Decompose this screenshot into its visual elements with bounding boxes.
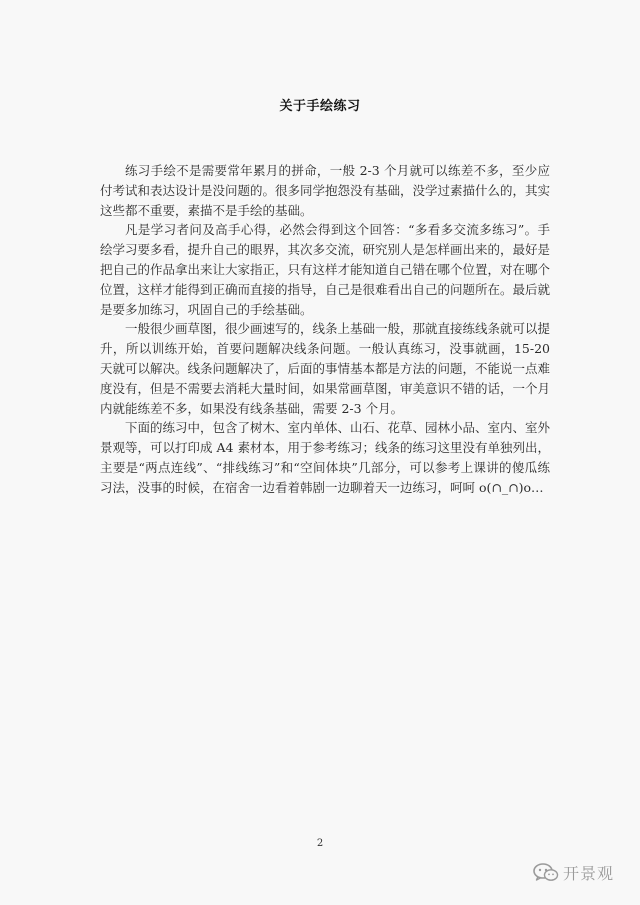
wechat-icon (533, 863, 559, 883)
page-number: 2 (316, 838, 324, 849)
paragraph-2: 凡是学习者问及高手心得，必然会得到这个回答：“多看多交流多练习”。手绘学习要多看，提升自己的眼界，其次多交流，研究别人是怎样画出来的，最好是把自己的作品拿出来让大家指正，只有这样才能知道自己错在哪个位置，对在哪个位置，这样才能得到正确而直接的指导，自己是很难看出自己的问题所在。最后就是要多加练习，巩固自己的手绘基础。 (100, 222, 551, 317)
watermark-text: 开景观 (562, 864, 614, 883)
paragraph-4: 下面的练习中，包含了树木、室内单体、山石、花草、园林小品、室内、室外景观等，可以打印成 A4 素材本，用于参考练习；线条的练习这里没有单独列出，主要是“两点连线”、“排线练习”和“空间体块”几部分，可以参考上课讲的傻瓜练习法，没事的时候，在宿舍一边看着韩剧一边聊着天一边练习，呵呵 o(∩_∩)o… (100, 420, 551, 495)
watermark (533, 861, 614, 884)
paragraph-3: 一般很少画草图，很少画速写的，线条上基础一般，那就直接练线条就可以提升，所以训练开始，首要问题解决线条问题。一般认真练习，没事就画，15-20 天就可以解决。线条问题解决了，后面的事情基本都是方法的问题，不能说一点难度没有，但是不需要去消耗大量时间，如果常画草图，审美意识不错的话，一个月内就能练差不多，如果没有线条基础，需要 2-3 个月。 (100, 321, 551, 416)
document-title: 关于手绘练习 (279, 99, 361, 114)
document-body (100, 161, 550, 498)
paragraph-1: 练习手绘不是需要常年累月的拼命，一般 2-3 个月就可以练差不多，至少应付考试和表达设计是没问题的。很多同学抱怨没有基础，没学过素描什么的，其实这些都不重要，素描不是手绘的基础。 (100, 163, 551, 218)
